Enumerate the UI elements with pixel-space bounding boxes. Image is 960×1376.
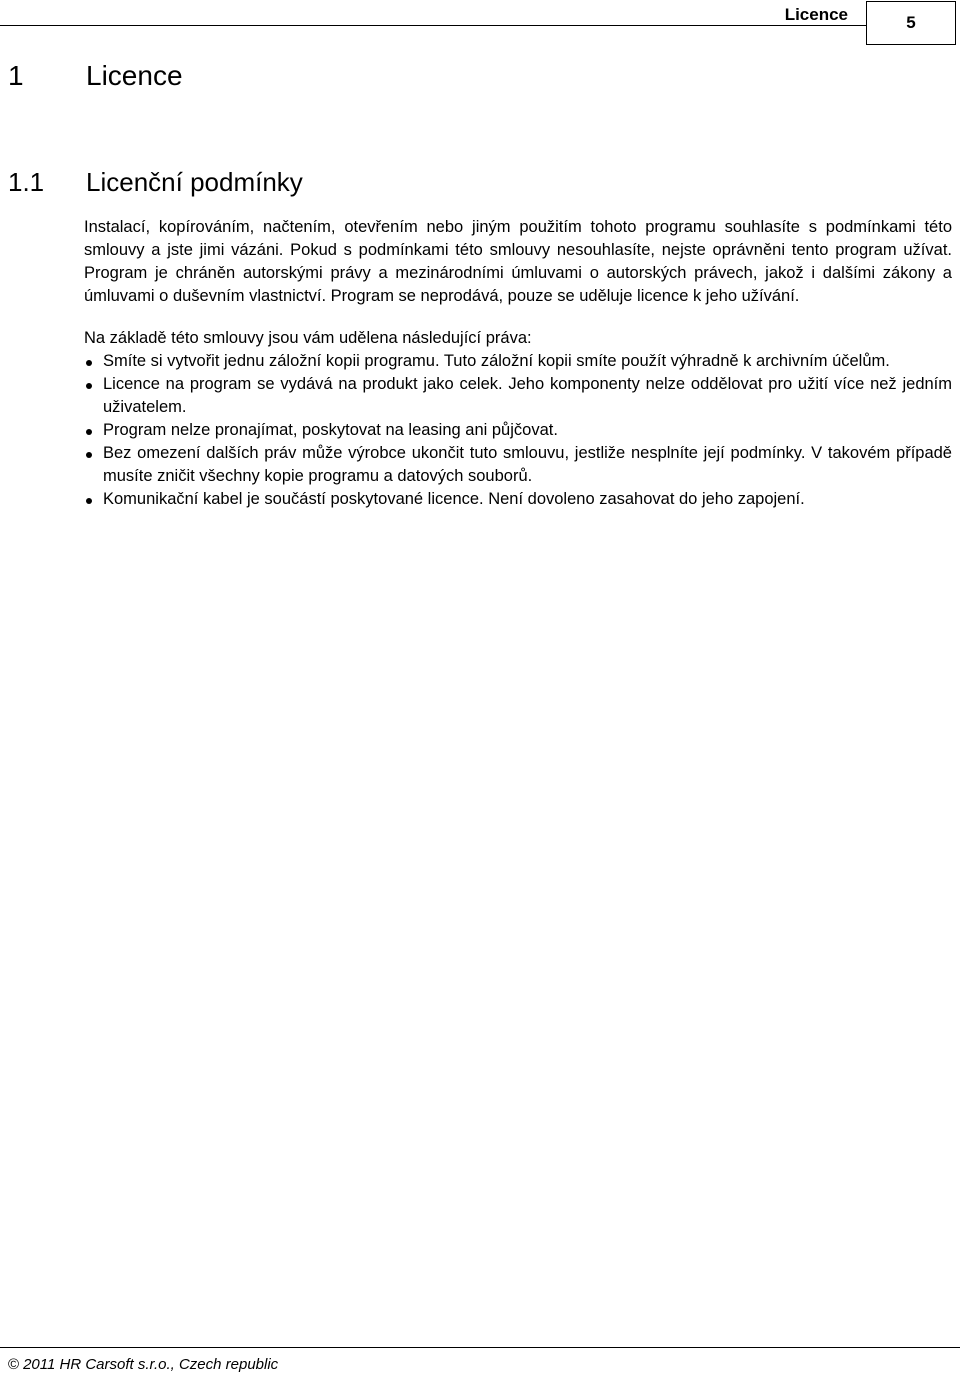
list-item <box>84 373 952 419</box>
bullet-icon <box>86 452 92 458</box>
section-heading <box>8 58 183 94</box>
subsection-heading <box>8 165 303 199</box>
list-item-text: Program nelze pronajímat, poskytovat na leasing ani půjčovat. <box>103 421 558 439</box>
list-item <box>84 419 952 442</box>
list-item-text: Bez omezení dalších práv může výrobce ukončit tuto smlouvu, jestliže nesplníte její podmínky. V takovém případě musíte zničit všechny kopie programu a datových souborů. <box>103 444 952 485</box>
copyright-icon: © <box>8 1356 20 1373</box>
bullet-icon <box>86 360 92 366</box>
list-item <box>84 488 952 511</box>
running-header-title: Licence <box>784 5 848 24</box>
footer <box>8 1356 278 1374</box>
list-item-text: Smíte si vytvořit jednu záložní kopii programu. Tuto záložní kopii smíte použít výhradně k archivním účelům. <box>103 352 890 370</box>
bullet-icon <box>86 383 92 389</box>
list-item-text: Komunikační kabel je součástí poskytované licence. Není dovoleno zasahovat do jeho zapojení. <box>103 490 805 508</box>
footer-text: 2011 HR Carsoft s.r.o., Czech republic <box>23 1356 279 1373</box>
bullet-icon <box>86 498 92 504</box>
subsection-title: Licenční podmínky <box>86 167 303 197</box>
intro-paragraph: Instalací, kopírováním, načtením, otevřením nebo jiným použitím tohoto programu souhlasíte s podmínkami této smlouvy a jste jimi vázáni. Pokud s podmínkami této smlouvy nesouhlasíte, nejste oprávněni tento program užívat. Program je chráněn autorskými právy a mezinárodními úmluvami o autorských právech, jakož i dalšími zákony a úmluvami o duševním vlastnictví. Program se neprodává, pouze se uděluje licence k jeho užívání. <box>84 218 952 305</box>
body-content <box>84 216 952 511</box>
section-title: Licence <box>86 60 183 91</box>
list-item-text: Licence na program se vydává na produkt jako celek. Jeho komponenty nelze oddělovat pro užití více než jedním uživatelem. <box>103 375 952 416</box>
rights-list <box>84 350 952 511</box>
list-item <box>84 442 952 488</box>
page-number-box <box>866 1 956 45</box>
bullet-icon <box>86 429 92 435</box>
section-number: 1 <box>8 60 24 91</box>
header-rule <box>0 25 866 26</box>
footer-rule <box>0 1347 960 1348</box>
rights-intro: Na základě této smlouvy jsou vám udělena následující práva: <box>84 329 532 347</box>
page-number: 5 <box>906 13 916 32</box>
subsection-number: 1.1 <box>8 167 45 197</box>
list-item <box>84 350 952 373</box>
